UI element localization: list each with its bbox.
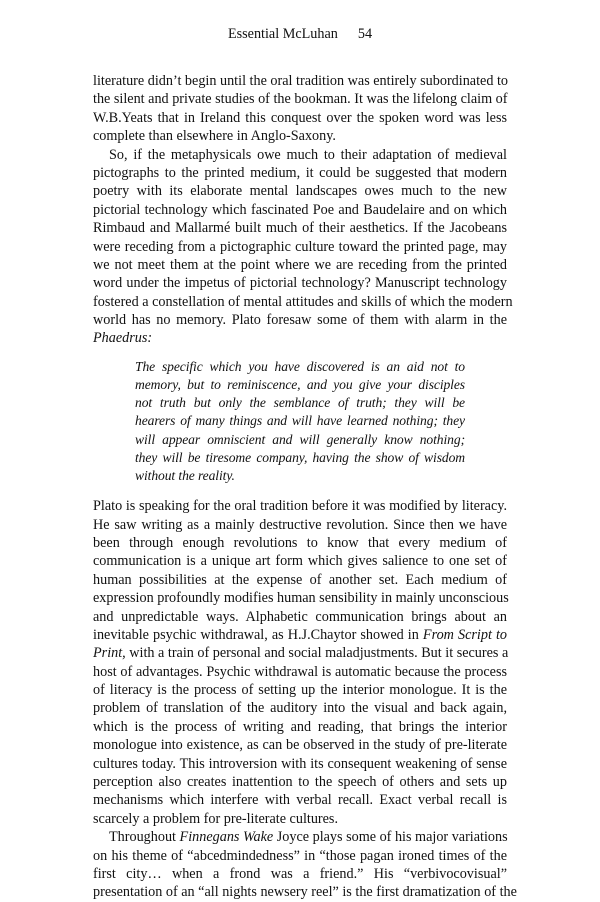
text-line <box>93 589 507 607</box>
text-line <box>93 644 507 662</box>
text-line <box>93 219 507 237</box>
text-run: cultures today. This introversion with its consequent weakening of sense <box>93 755 507 772</box>
text-run: were receding from a pictographic culture toward the printed page, may <box>93 238 507 255</box>
text-line <box>135 394 465 412</box>
text-run: pictographs to the printed medium, it could be suggested that modern <box>93 164 507 181</box>
text-run: Rimbaud and Mallarmé built much of their aesthetics. If the Jacobeans <box>93 220 507 237</box>
text-run: first city… when a frond was a friend.” His “verbivocovisual” <box>93 865 507 882</box>
text-line <box>93 164 507 182</box>
text-run: problem of translation of the auditory into the visual and back again, <box>93 700 507 717</box>
text-run: the silent and private studies of the bookman. It was the lifelong claim of <box>93 91 508 108</box>
paragraph <box>93 72 507 146</box>
text-run: mechanisms which interfere with verbal recall. Exact verbal recall is <box>93 792 507 809</box>
text-run: monologue into existence, as can be observed in the study of pre-literate <box>93 737 507 754</box>
text-run: fostered a constellation of mental attitudes and skills of which the modern <box>93 293 513 310</box>
text-line <box>93 608 507 626</box>
text-run: without the reality. <box>135 467 235 483</box>
text-run: memory, but to reminiscence, and you give your disciples <box>135 377 465 393</box>
page-number: 54 <box>357 26 373 42</box>
page-body <box>93 72 517 902</box>
text-line <box>93 699 507 717</box>
text-line <box>93 791 507 809</box>
text-run: word under the impetus of pictorial technology? Manuscript technology <box>93 275 507 292</box>
text-line <box>93 182 507 200</box>
text-line <box>93 847 507 865</box>
text-run: host of advantages. Psychic withdrawal is automatic because the process <box>93 663 507 680</box>
text-run: pictorial technology which fascinated Poe and Baudelaire and on which <box>93 201 507 218</box>
text-run: Throughout <box>109 829 180 846</box>
text-line <box>93 736 507 754</box>
text-line <box>93 201 507 219</box>
text-run: communication is a unique art form which gives salience to one set of <box>93 553 507 570</box>
text-run: perception also creates inattention to the speech of others and sets up <box>93 774 507 791</box>
text-run: poetry with its elaborate mental landscapes owes much to the new <box>93 183 507 200</box>
text-run: Plato is speaking for the oral tradition before it was modified by literacy. <box>93 498 507 515</box>
text-line <box>93 571 507 589</box>
text-run: human possibilities at the expense of another set. Each medium of <box>93 571 507 588</box>
text-run: which is the process of writing and reading, that brings the interior <box>93 718 507 735</box>
text-run: inevitable psychic withdrawal, as H.J.Chaytor showed in <box>93 626 423 643</box>
text-line <box>93 90 507 108</box>
text-line <box>93 626 507 644</box>
text-line <box>93 497 507 515</box>
text-line <box>93 810 507 828</box>
text-line <box>135 431 465 449</box>
text-line <box>93 109 507 127</box>
italic-text: Print, <box>93 645 126 662</box>
text-line <box>93 883 517 901</box>
running-head <box>0 25 600 43</box>
text-run: on his theme of “abcedmindedness” in “those pagan ironed times of the <box>93 847 507 864</box>
text-run: been through enough revolutions to know that every medium of <box>93 534 507 551</box>
text-line <box>93 127 507 145</box>
text-line <box>135 358 465 376</box>
text-run: we not meet them at the point where we are receding from the printed <box>93 256 507 273</box>
text-run: hearers of many things and will have learned nothing; they <box>135 413 465 429</box>
text-run: The specific which you have discovered is an aid not to <box>135 358 465 374</box>
block-quote <box>135 358 465 485</box>
text-line <box>93 865 507 883</box>
text-run: So, if the metaphysicals owe much to their adaptation of medieval <box>109 146 507 163</box>
text-line <box>93 238 507 256</box>
text-line <box>93 681 507 699</box>
italic-text: Finnegans Wake <box>179 829 274 846</box>
text-run: Joyce plays some of his major variations <box>273 829 508 846</box>
paragraph <box>93 828 517 902</box>
text-line <box>93 256 507 274</box>
text-run: literature didn’t begin until the oral tradition was entirely subordinated to <box>93 73 509 89</box>
text-line <box>93 146 507 164</box>
text-run: scarcely a problem for pre-literate cultures. <box>93 810 339 827</box>
text-run: they will be tiresome company, having the show of wisdom <box>135 449 465 465</box>
text-line <box>93 663 507 681</box>
text-run: and unpredictable ways. Alphabetic communication brings about an <box>93 608 507 625</box>
text-line <box>93 274 507 292</box>
text-line <box>93 72 507 90</box>
text-line <box>93 516 507 534</box>
text-line <box>93 755 507 773</box>
text-line <box>135 467 465 485</box>
text-run: complete than elsewhere in Anglo-Saxony. <box>93 128 336 145</box>
text-line <box>135 412 465 430</box>
text-line <box>93 534 507 552</box>
paragraph <box>93 497 507 828</box>
text-run: world has no memory. Plato foresaw some of them with alarm in the <box>93 312 507 329</box>
text-line <box>93 828 507 846</box>
text-line <box>135 376 465 394</box>
text-run: will appear omniscient and will generally know nothing; <box>135 431 465 447</box>
text-line <box>93 293 513 311</box>
text-run: He saw writing as a mainly destructive revolution. Since then we have <box>93 516 507 533</box>
text-line <box>93 552 507 570</box>
text-line <box>93 773 507 791</box>
text-line <box>93 718 507 736</box>
text-run: expression profoundly modifies human sensibility in mainly unconscious <box>93 590 509 607</box>
text-run: with a train of personal and social maladjustments. But it secures a <box>125 645 509 662</box>
paragraph <box>93 146 513 348</box>
text-line <box>93 311 507 329</box>
text-line <box>93 329 507 347</box>
text-run: presentation of an “all nights newsery reel” is the first dramatization of the <box>93 884 517 901</box>
text-run: W.B.Yeats that in Ireland this conquest over the spoken word was less <box>93 109 507 126</box>
book-title: Essential McLuhan <box>227 26 338 42</box>
italic-text: Phaedrus: <box>93 330 153 347</box>
italic-text: From Script to <box>422 626 507 643</box>
text-run: of literacy is the process of setting up the interior monologue. It is the <box>93 682 507 699</box>
text-run: not truth but only the semblance of truth; they will be <box>135 395 465 411</box>
text-line <box>135 449 465 467</box>
